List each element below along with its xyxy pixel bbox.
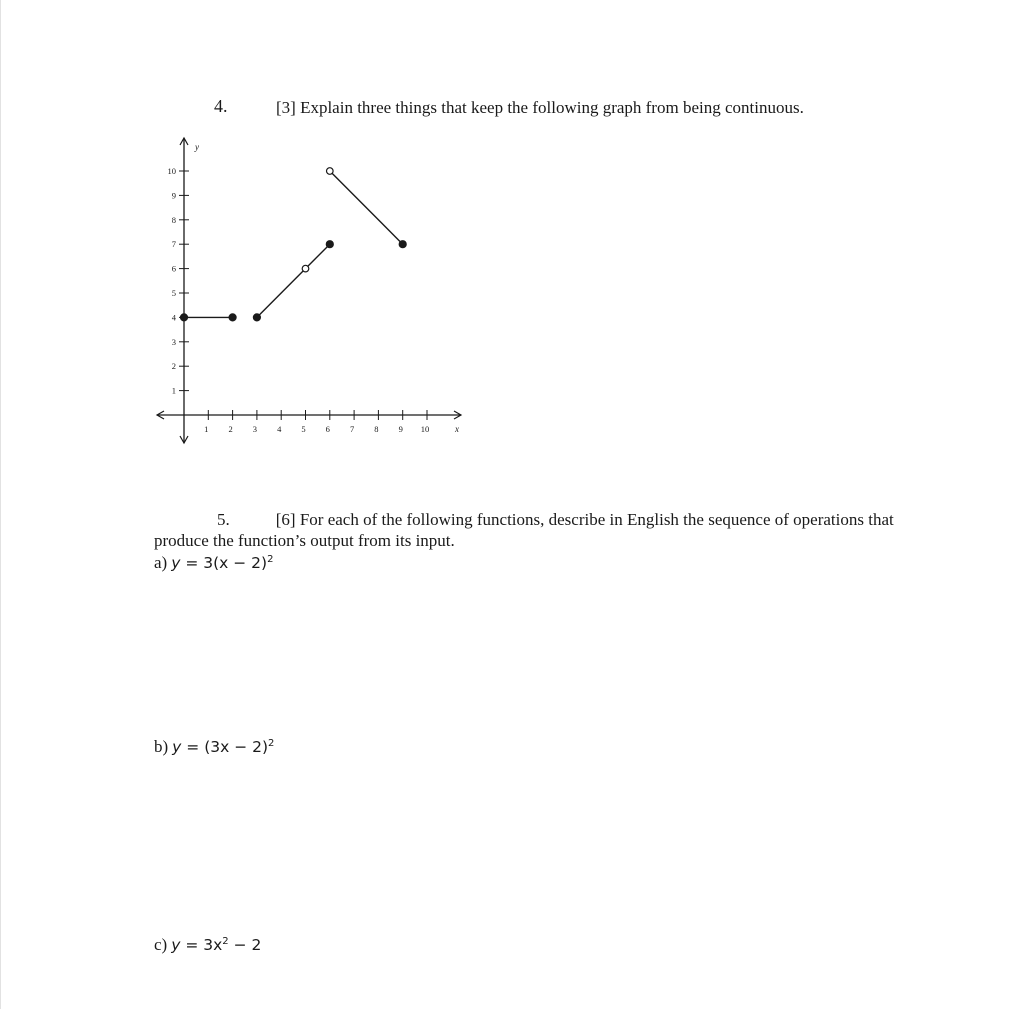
y-tick-label: 2: [171, 361, 176, 372]
closed-point: [229, 314, 236, 321]
part-a-eq-body: = 3(x − 2): [180, 554, 268, 572]
x-tick-label: 5: [301, 424, 306, 434]
part-b-label: b): [154, 737, 169, 756]
closed-point: [180, 314, 187, 321]
closed-point: [253, 314, 260, 321]
part-a-equation: [171, 554, 273, 572]
part-b-exponent: 2: [268, 737, 275, 749]
closed-point: [326, 241, 333, 248]
part-b-y: y: [172, 738, 182, 756]
y-tick-label: 5: [171, 288, 176, 298]
y-tick-label: 1: [171, 385, 176, 396]
y-tick-label: 3: [171, 336, 176, 347]
question-4-number: 4.: [214, 96, 228, 116]
x-tick-label: 10: [420, 424, 430, 434]
question-5-line-1: [217, 510, 894, 530]
question-5-number: 5.: [217, 510, 230, 529]
x-tick-label: 8: [374, 424, 379, 434]
x-tick-label: 4: [277, 424, 282, 434]
question-5-text-line-1: [6] For each of the following functions, describe in English the sequence of operations that: [275, 510, 894, 529]
part-c-y: y: [171, 936, 181, 954]
graph-segment-3: [330, 171, 403, 244]
graph-segments: [184, 171, 403, 317]
y-tick-label: 9: [171, 190, 176, 201]
part-c: [154, 935, 261, 955]
x-tick-label: 2: [228, 424, 233, 434]
x-tick-label: 7: [349, 424, 355, 434]
closed-point: [399, 241, 406, 248]
question-5-text-line-2: produce the function’s output from its input.: [154, 531, 455, 550]
graph-segment-2: [257, 244, 330, 317]
part-a-exponent: 2: [267, 553, 274, 565]
open-point: [327, 168, 334, 175]
part-c-exponent: 2: [222, 935, 229, 947]
x-tick-label: 3: [252, 424, 258, 434]
x-tick-label: 6: [325, 424, 330, 434]
part-b-equation: [172, 738, 274, 756]
y-tick-label: 7: [171, 239, 176, 250]
part-a: [154, 553, 273, 573]
x-tick-label: 9: [398, 424, 403, 434]
y-tick-label: 4: [171, 312, 176, 323]
part-b: [154, 737, 274, 757]
y-tick-label: 8: [171, 214, 176, 225]
y-tick-label: 6: [171, 263, 176, 274]
part-c-equation: [171, 936, 261, 954]
y-tick-label: 10: [167, 166, 176, 176]
y-axis-label: y: [195, 142, 199, 152]
part-a-label: a): [154, 553, 168, 572]
open-point: [302, 265, 309, 272]
part-b-eq-body: = (3x − 2): [181, 738, 269, 756]
axes: [157, 138, 461, 443]
part-a-y: y: [171, 554, 181, 572]
graph-points: [180, 168, 406, 321]
part-c-eq-body: = 3x: [180, 936, 223, 954]
part-c-label: c): [154, 935, 168, 954]
part-c-eq-tail: − 2: [228, 936, 262, 954]
piecewise-graph: [145, 135, 475, 455]
x-tick-label: 1: [204, 424, 209, 434]
page-edge: [0, 0, 1, 1009]
x-axis-label: x: [455, 424, 459, 434]
axis-ticks: [168, 166, 430, 434]
question-4-text: [3] Explain three things that keep the following graph from being continuous.: [276, 98, 804, 117]
